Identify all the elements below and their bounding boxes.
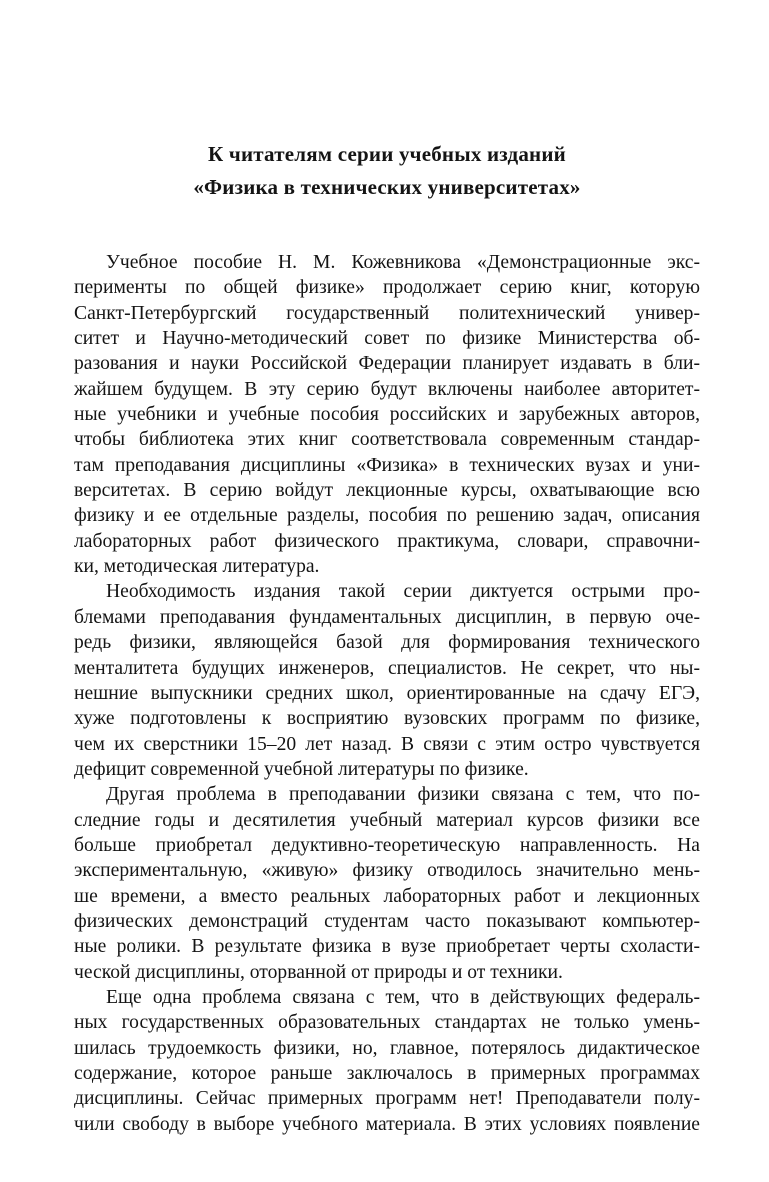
paragraph	[74, 579, 700, 782]
text-line: жайшем будущем. В эту серию будут включены наиболее авторитет-	[74, 378, 700, 400]
text-line: Санкт-Петербургский государственный политехнический универ-	[74, 302, 700, 324]
text-line: чтобы библиотека этих книг соответствовала современным стандар-	[74, 429, 700, 451]
text-line: содержание, которое раньше заключалось в примерных программах	[74, 1063, 700, 1084]
document-body	[74, 250, 700, 1137]
page-header	[74, 138, 700, 204]
paragraph	[74, 250, 700, 579]
text-line: ше времени, а вместо реальных лабораторных работ и лекционных	[74, 885, 700, 907]
text-line: физических демонстраций студентам часто показывают компьютер-	[74, 910, 700, 932]
text-line: редь физики, являющейся базой для формирования технического	[74, 632, 700, 654]
text-line: Другая проблема в преподавании физики связана с тем, что по-	[106, 784, 700, 806]
text-line: Еще одна проблема связана с тем, что в действующих федераль-	[106, 986, 700, 1008]
text-line: следние годы и десятилетия учебный материал курсов физики все	[74, 809, 700, 831]
text-line: больше приобретал дедуктивно-теоретическую направленность. На	[74, 834, 700, 856]
text-line: ситет и Научно-методический совет по физике Министерства об-	[74, 328, 700, 350]
text-line: ки, методическая литература.	[74, 556, 320, 578]
text-line: ных государственных образовательных стандартах не только умень-	[74, 1012, 700, 1034]
text-line: шилась трудоемкость физики, но, главное, потерялось дидактическое	[74, 1037, 700, 1059]
text-line: чили свободу в выборе учебного материала. В этих условиях появление	[74, 1113, 700, 1135]
text-line: экспериментальную, «живую» физику отводилось значительно мень-	[74, 860, 700, 882]
text-line: физику и ее отдельные разделы, пособия по решению задач, описания	[74, 505, 700, 527]
text-line: дефицит современной учебной литературы по физике.	[74, 758, 529, 780]
title-line-1: К читателям серии учебных изданий	[208, 142, 566, 166]
title-line-2: «Физика в технических университетах»	[193, 175, 581, 199]
text-line: чем их сверстники 15–20 лет назад. В связи с этим остро чувствуется	[74, 733, 700, 755]
text-line: ческой дисциплины, оторванной от природы и от техники.	[74, 961, 563, 983]
text-line: лабораторных работ физического практикума, словари, справочни-	[74, 530, 700, 552]
text-line: дисциплины. Сейчас примерных программ нет! Преподаватели полу-	[74, 1088, 700, 1110]
text-line: блемами преподавания фундаментальных дисциплин, в первую оче-	[74, 606, 700, 628]
text-line: ные ролики. В результате физика в вузе приобретает черты схоласти-	[74, 936, 700, 958]
text-line: Необходимость издания такой серии диктуется острыми про-	[106, 581, 700, 603]
text-line: верситетах. В серию войдут лекционные курсы, охватывающие всю	[74, 480, 700, 502]
text-line: там преподавания дисциплины «Физика» в технических вузах и уни-	[74, 454, 700, 476]
text-line: хуже подготовлены к восприятию вузовских программ по физике,	[74, 708, 700, 730]
text-line: разования и науки Российской Федерации планирует издавать в бли-	[74, 353, 700, 375]
page-title	[74, 138, 700, 204]
text-line: ные учебники и учебные пособия российских и зарубежных авторов,	[74, 404, 700, 426]
text-line: нешние выпускники средних школ, ориентированные на сдачу ЕГЭ,	[74, 682, 700, 704]
text-line: Учебное пособие Н. М. Кожевникова «Демонстрационные экс-	[106, 252, 700, 273]
text-line: менталитета будущих инженеров, специалистов. Не секрет, что ны-	[74, 657, 700, 679]
text-line: перименты по общей физике» продолжает серию книг, которую	[74, 277, 700, 299]
paragraph	[74, 985, 700, 1137]
paragraph	[74, 782, 700, 985]
